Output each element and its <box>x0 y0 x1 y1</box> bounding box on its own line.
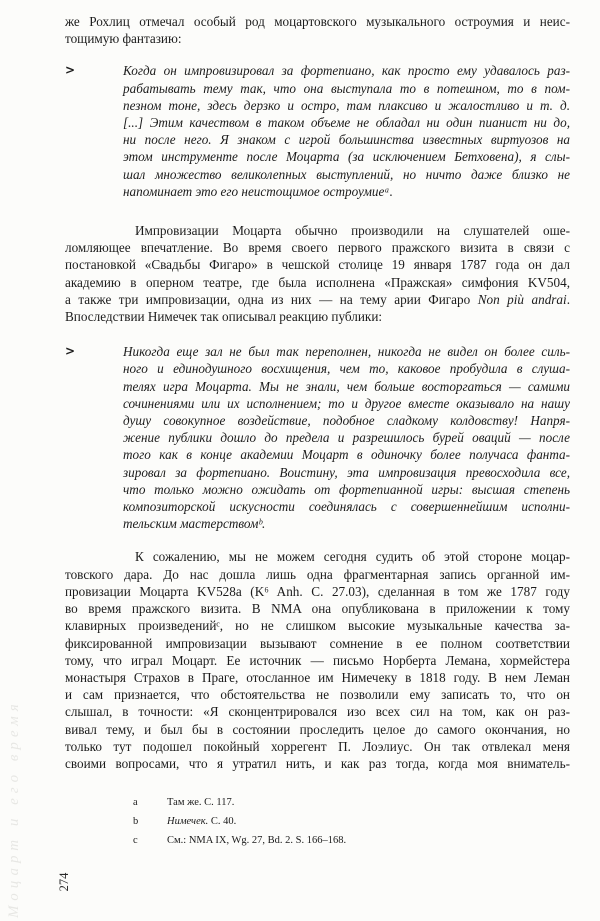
footnote-label: a <box>133 797 138 809</box>
quote-line: Никогда еще зал не был так переполнен, никогда не видел он более силь- <box>123 344 570 360</box>
footnote-source-italic: Нимечек. <box>167 815 209 827</box>
quote-line: того как в конце академии Моцарт в одиночку более получаса фанта- <box>123 447 570 463</box>
page-number: 274 <box>57 872 71 892</box>
footnote-a <box>65 794 570 813</box>
paragraph-prague-visit <box>65 222 570 325</box>
block-quote-rochlitz <box>65 62 570 200</box>
quote-line: [...] Этим качеством в таком объеме не обладал ни один пианист ни до, <box>123 115 570 131</box>
text-line: вивал тему, и был бы в состоянии проследить целое до самого окончания, но <box>65 721 570 737</box>
quote-line: пезном тоне, здесь дерзко и остро, там плаксиво и жалостливо и т. д. <box>123 97 570 113</box>
footnote-c <box>65 832 570 851</box>
text-segment: . <box>566 291 570 307</box>
text-line: товского дара. До нас дошла лишь одна фрагментарная запись органной им- <box>65 566 570 582</box>
quote-line: зировал за фортепиано. Воистину, эта импровизация превосходила все, <box>123 464 570 480</box>
text-line: слышал, в точности: «Я сконцентрировался изо всех сил на том, как он раз- <box>65 704 570 720</box>
footnote-label: b <box>133 815 139 827</box>
quote-line: тельским мастерствомᵇ. <box>123 516 266 532</box>
text-line: же Рохлиц отмечал особый род моцартовского музыкального остроумия и неис- <box>65 14 570 29</box>
footnote-text: См.: NMA IX, Wg. 27, Bd. 2. S. 166–168. <box>167 834 347 846</box>
quote-line: этом инструменте после Моцарта (за исключением Бетховена), я слы- <box>123 149 570 165</box>
text-line: и сам признается, что обстоятельства не позволили ему записать то, что он <box>65 687 570 703</box>
quote-marker: > <box>65 63 76 78</box>
quote-line: сочинениями или их исполнением; то и другое вместе оказывало на нашу <box>123 395 570 411</box>
footnote-text: Там же. С. 117. <box>167 797 235 809</box>
text-line: своими вопросами, что я утратил нить, и как раз тогда, когда моя вниматель- <box>65 755 570 771</box>
quote-marker: > <box>65 344 76 359</box>
quote-line: композиторской искусности соединялась с совершеннейшим исполни- <box>123 499 570 515</box>
text-line: клавирных произведенийᶜ, но не слишком высокие музыкальные качества за- <box>65 618 570 634</box>
quote-line: напоминает это его неистощимое остроумиеᵃ. <box>123 183 393 199</box>
text-column <box>65 13 570 851</box>
paragraph-kv528a <box>65 548 570 772</box>
text-line: фиксированной импровизации вызывают сомнение в ее полном соответствии <box>65 635 570 651</box>
text-line: тому, что играл Моцарт. Ее источник — письмо Норберта Лемана, хормейстера <box>65 652 570 668</box>
quote-line: ного и единодушного восхищения, чем то, каковое пробудила в слуша- <box>123 361 570 377</box>
text-line: тощимую фантазию: <box>65 31 182 47</box>
text-line: постановкой «Свадьбы Фигаро» в чешской столице 19 января 1787 года он дал <box>65 257 570 273</box>
quote-line: шал множество великолепных выступлений, но ничто даже близко не <box>123 166 570 182</box>
footnote-label: c <box>133 834 138 846</box>
aria-title-italic: Non più andrai <box>477 291 567 307</box>
text-line: К сожалению, мы не можем сегодня судить об этой стороне моцар- <box>135 549 570 565</box>
text-segment: а также три импровизации, одна из них — на тему арии Фигаро <box>65 291 478 307</box>
quote-line: ни после него. Я знаком с игрой большинства известных виртуозов на <box>123 132 570 148</box>
text-line: только тут подошел покойный хоррегент П. Лоэлиус. Он так отвлекал меня <box>65 738 570 754</box>
quote-line: душу совокупное воздействие, подобное сладкому колдовству! Напря- <box>123 413 570 429</box>
footnote-text: С. 40. <box>208 815 237 827</box>
quote-line: жение публики дошло до предела и разрешилось бурей оваций — после <box>123 430 570 446</box>
footnote-b <box>65 813 570 832</box>
text-line: Импровизации Моцарта обычно производили на слушателей оше- <box>135 223 570 239</box>
text-line: во время пражского визита. В NMA она опубликована в приложении к тому <box>65 601 570 617</box>
quote-line: телях игра Моцарта. Мы не знали, чем больше восторгаться — самими <box>123 378 570 394</box>
text-line: провизации Моцарта KV528a (K⁶ Anh. C. 27.03), сделанная в том же 1787 году <box>65 583 570 599</box>
text-line: монастыря Страхов в Праге, отосланное им Нимечеку в 1818 году. В нем Леман <box>65 669 570 685</box>
quote-line: рабатывать тему так, что она выступала то в потешном, то в пом- <box>123 80 570 96</box>
quote-line: что только можно ожидать от фортепианной игры: высшая степень <box>123 481 570 497</box>
text-line: академию в оперном театре, где была исполнена «Пражская» симфония KV504, <box>65 274 570 290</box>
text-line: Впоследствии Нимечек так описывал реакцию публики: <box>65 309 383 325</box>
text-line: ломляющее впечатление. Во время своего первого пражского визита в связи с <box>65 240 570 256</box>
text-line <box>65 291 570 308</box>
margin-watermark: Моцарт и его время <box>6 699 22 918</box>
block-quote-niemetschek <box>65 343 570 532</box>
footnotes <box>65 794 570 850</box>
quote-line: Когда он импровизировал за фортепиано, как просто ему удавалось раз- <box>123 63 570 79</box>
paragraph-continuation <box>65 13 570 47</box>
